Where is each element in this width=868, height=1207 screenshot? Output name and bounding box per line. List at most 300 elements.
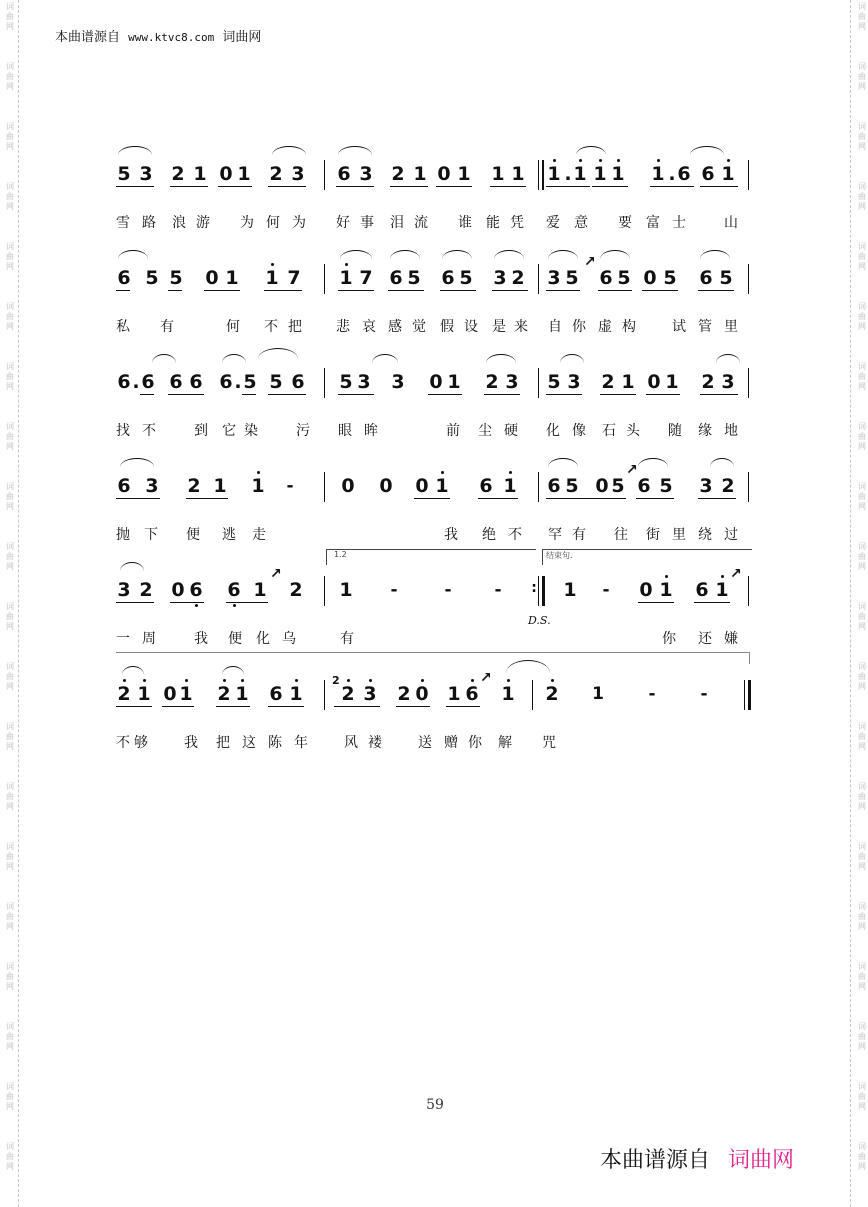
note: 3 <box>357 371 371 393</box>
note: 1 <box>413 163 427 185</box>
note: 6 <box>189 371 203 393</box>
slur <box>560 354 584 363</box>
note: 5 <box>565 267 579 289</box>
beam-underline <box>268 706 304 707</box>
watermark-text: 词 曲 网 <box>6 422 14 451</box>
barline <box>538 264 539 294</box>
note: 1 <box>434 476 450 496</box>
note: 6 <box>141 371 155 393</box>
repeat-dots: : <box>531 580 537 596</box>
barline <box>324 368 325 398</box>
breath-mark-icon: ↗ <box>584 254 596 270</box>
beam-underline <box>216 706 250 707</box>
slur <box>120 562 144 571</box>
barline <box>538 160 539 190</box>
note: 1 <box>253 579 267 601</box>
note: 6 <box>637 475 651 497</box>
note: 6 <box>226 580 242 600</box>
note: 6 <box>389 267 403 289</box>
beam-underline <box>546 186 590 187</box>
note: - <box>648 684 656 704</box>
beam-underline <box>698 498 736 499</box>
note: 0 <box>205 267 219 289</box>
slur <box>548 458 578 467</box>
note: 6 <box>547 475 561 497</box>
score-system-6 <box>116 672 750 716</box>
beam-underline <box>478 498 518 499</box>
slur <box>390 250 420 259</box>
note: 6 <box>188 580 204 600</box>
slur <box>548 250 578 259</box>
note: 1 <box>225 267 239 289</box>
footer-brand <box>600 1143 794 1174</box>
note: 1 <box>491 163 505 185</box>
slur <box>152 354 176 363</box>
volta-bracket-2 <box>542 549 752 550</box>
watermark-text: 词 曲 网 <box>858 62 866 91</box>
note: 1 <box>288 684 304 704</box>
watermark-text: 词 曲 网 <box>6 602 14 631</box>
note: 0 <box>639 579 653 601</box>
note: 1 <box>234 684 250 704</box>
watermark-text: 词 曲 网 <box>6 1082 14 1111</box>
slur <box>600 250 630 259</box>
watermark-text: 词 曲 网 <box>858 902 866 931</box>
volta-bracket-1 <box>326 549 536 550</box>
beam-underline <box>388 290 424 291</box>
note: 6 <box>219 371 233 393</box>
volta-bracket-2-left <box>542 549 543 565</box>
beam-underline <box>162 706 194 707</box>
slur <box>710 458 734 467</box>
note: 1 <box>264 268 280 288</box>
note: 1 <box>447 371 461 393</box>
note: 5 <box>459 267 473 289</box>
note: 6 <box>677 163 691 185</box>
note: 2 <box>289 579 303 601</box>
beam-underline <box>646 394 680 395</box>
beam-underline <box>546 290 580 291</box>
note: 3 <box>145 475 159 497</box>
watermark-text: 词 曲 网 <box>858 242 866 271</box>
note: - <box>286 476 294 496</box>
beam-underline <box>338 290 374 291</box>
note: 0 <box>171 579 185 601</box>
beam-underline <box>490 186 526 187</box>
beam-underline <box>698 290 734 291</box>
note: 2 <box>391 163 405 185</box>
note: - <box>602 580 610 600</box>
watermark-text: 词 曲 网 <box>6 782 14 811</box>
note: 5 <box>243 371 257 393</box>
note: 5 <box>663 267 677 289</box>
slur <box>120 458 154 467</box>
slur <box>494 250 524 259</box>
note: 5 <box>117 163 131 185</box>
beam-underline <box>436 186 472 187</box>
note: 3 <box>547 267 561 289</box>
beam-underline <box>268 394 306 395</box>
footer-brand-site[interactable]: 词曲网 <box>728 1148 795 1173</box>
beam-underline <box>226 602 268 603</box>
note: 0 <box>414 684 430 704</box>
barline <box>324 472 325 502</box>
note: . <box>668 163 676 185</box>
barline <box>324 160 325 190</box>
watermark-text: 词 曲 网 <box>858 362 866 391</box>
beam-underline <box>170 602 204 603</box>
note: 1 <box>714 580 730 600</box>
watermark-text: 词 曲 网 <box>6 662 14 691</box>
note: . <box>132 371 140 393</box>
note: 6 <box>464 684 480 704</box>
footer-brand-prefix: 本曲谱源自 <box>600 1148 711 1173</box>
barline <box>324 576 325 606</box>
slur <box>118 146 152 155</box>
note: 3 <box>493 267 507 289</box>
note: 6 <box>291 371 305 393</box>
right-watermark-strip <box>848 0 868 1207</box>
barline <box>748 160 749 190</box>
left-watermark-strip <box>0 0 20 1207</box>
note: 1 <box>563 579 577 601</box>
barline <box>748 472 749 502</box>
note: 1 <box>650 164 666 184</box>
volta-2-label: 结束句. <box>546 551 573 560</box>
note: 2 <box>216 684 232 704</box>
barline <box>748 576 749 606</box>
note: 2 <box>601 371 615 393</box>
barline <box>748 264 749 294</box>
note: 7 <box>359 267 373 289</box>
slur <box>122 666 144 675</box>
note: 0 <box>219 163 233 185</box>
note: 5 <box>617 267 631 289</box>
note: 6 <box>169 371 183 393</box>
coda-bracket <box>116 652 750 653</box>
note: 2 <box>269 163 283 185</box>
beam-underline <box>396 706 430 707</box>
note: 0 <box>643 267 657 289</box>
note: 5 <box>659 475 673 497</box>
note: 3 <box>117 579 131 601</box>
slur <box>222 354 246 363</box>
beam-underline <box>428 394 462 395</box>
note: - <box>700 684 708 704</box>
watermark-text: 词 曲 网 <box>6 722 14 751</box>
beam-underline <box>116 290 130 291</box>
score-system-4 <box>116 464 750 508</box>
note: 1 <box>572 164 588 184</box>
breath-mark-icon: ↗ <box>480 670 492 686</box>
watermark-text: 词 曲 网 <box>6 302 14 331</box>
note: 5 <box>611 475 625 497</box>
source-url[interactable]: www.ktvc8.com <box>128 31 215 44</box>
beam-underline <box>334 706 380 707</box>
beam-underline <box>168 290 182 291</box>
note: 5 <box>407 267 421 289</box>
watermark-text: 词 曲 网 <box>858 962 866 991</box>
watermark-text: 词 曲 网 <box>858 122 866 151</box>
note: 1 <box>621 371 635 393</box>
slur <box>638 458 668 467</box>
note: 6 <box>695 579 709 601</box>
beam-underline <box>484 394 520 395</box>
note: 1 <box>136 684 152 704</box>
note: 5 <box>145 267 159 289</box>
watermark-text: 词 曲 网 <box>858 842 866 871</box>
volta-bracket-1-left <box>326 549 327 565</box>
note: 6 <box>441 267 455 289</box>
note: 3 <box>291 163 305 185</box>
note: 1 <box>592 164 608 184</box>
note: 5 <box>547 371 561 393</box>
beam-underline <box>170 186 208 187</box>
barline <box>532 680 533 710</box>
note: 2 <box>116 684 132 704</box>
watermark-text: 词 曲 网 <box>858 722 866 751</box>
barline <box>538 472 539 502</box>
barline <box>542 160 544 190</box>
note: 1 <box>720 164 736 184</box>
slur <box>690 146 724 155</box>
slur <box>272 146 306 155</box>
beam-underline <box>694 602 730 603</box>
score-system-3 <box>116 360 750 404</box>
note: 3 <box>699 475 713 497</box>
beam-underline <box>440 290 476 291</box>
beam-underline <box>600 394 636 395</box>
watermark-text: 词 曲 网 <box>858 662 866 691</box>
watermark-text: 词 曲 网 <box>858 422 866 451</box>
note: 6 <box>701 163 715 185</box>
beam-underline <box>446 706 480 707</box>
beam-underline <box>218 186 252 187</box>
grace-note: 2 <box>332 674 340 687</box>
beam-underline <box>336 186 374 187</box>
slur <box>442 250 472 259</box>
note: 1 <box>500 684 516 704</box>
note: 2 <box>187 475 201 497</box>
barline <box>542 576 545 606</box>
note: 5 <box>339 371 353 393</box>
note: - <box>390 580 398 600</box>
beam-underline <box>598 290 632 291</box>
breath-mark-icon: ↗ <box>730 566 742 582</box>
note: 3 <box>139 163 153 185</box>
beam-underline <box>140 394 154 395</box>
page-number: 59 <box>426 1097 444 1113</box>
watermark-text: 词 曲 网 <box>858 1142 866 1171</box>
slur <box>700 250 730 259</box>
score-system-2 <box>116 256 750 300</box>
beam-underline <box>642 290 678 291</box>
note: 1 <box>658 580 674 600</box>
beam-underline <box>268 186 306 187</box>
note: 1 <box>502 476 518 496</box>
beam-underline <box>116 498 160 499</box>
final-barline-thick <box>748 680 751 710</box>
note: 3 <box>721 371 735 393</box>
note: 3 <box>567 371 581 393</box>
beam-underline <box>636 498 674 499</box>
beam-underline <box>116 186 154 187</box>
note: 5 <box>269 371 283 393</box>
watermark-text: 词 曲 网 <box>858 1082 866 1111</box>
note: 1 <box>339 579 353 601</box>
watermark-text: 词 曲 网 <box>6 182 14 211</box>
note: 0 <box>429 371 443 393</box>
beam-underline <box>592 186 628 187</box>
beam-underline <box>414 498 450 499</box>
score-system-5 <box>116 566 750 627</box>
note: 3 <box>359 163 373 185</box>
note: 1 <box>447 683 461 705</box>
beam-underline <box>390 186 428 187</box>
note: 0 <box>163 683 177 705</box>
slur <box>118 250 148 259</box>
score-system-1 <box>116 152 750 196</box>
note: 6 <box>699 267 713 289</box>
watermark-text: 词 曲 网 <box>6 1142 14 1171</box>
note: 7 <box>287 267 301 289</box>
watermark-text: 词 曲 网 <box>858 602 866 631</box>
watermark-text: 词 曲 网 <box>858 302 866 331</box>
note: 1 <box>250 476 266 496</box>
note: 1 <box>665 371 679 393</box>
watermark-text: 词 曲 网 <box>6 362 14 391</box>
note: 6 <box>117 475 131 497</box>
beam-underline <box>700 394 738 395</box>
note: - <box>494 580 502 600</box>
watermark-text: 词 曲 网 <box>6 242 14 271</box>
breath-mark-icon: ↗ <box>626 462 638 478</box>
note: 6 <box>117 371 131 393</box>
beam-underline <box>204 290 240 291</box>
note: - <box>444 580 452 600</box>
beam-underline <box>700 186 738 187</box>
note: 5 <box>565 475 579 497</box>
barline <box>324 264 325 294</box>
beam-underline <box>264 290 302 291</box>
watermark-text: 词 曲 网 <box>858 782 866 811</box>
beam-underline <box>650 186 694 187</box>
note: 3 <box>391 371 405 393</box>
watermark-text: 词 曲 网 <box>858 182 866 211</box>
watermark-text: 词 曲 网 <box>858 2 866 31</box>
watermark-text: 词 曲 网 <box>6 2 14 31</box>
note: 6 <box>599 267 613 289</box>
note: 6 <box>337 163 351 185</box>
note: . <box>234 371 242 393</box>
watermark-text: 词 曲 网 <box>6 842 14 871</box>
watermark-text: 词 曲 网 <box>6 62 14 91</box>
note: 1 <box>457 163 471 185</box>
barline <box>324 680 325 710</box>
note: 1 <box>592 684 604 704</box>
note: 3 <box>505 371 519 393</box>
watermark-text: 词 曲 网 <box>858 542 866 571</box>
watermark-text: 词 曲 网 <box>6 122 14 151</box>
coda-bracket-right <box>749 652 750 664</box>
note: 2 <box>721 475 735 497</box>
note: 6 <box>479 475 493 497</box>
note: 2 <box>511 267 525 289</box>
dal-segno-label: D.S. <box>528 614 551 627</box>
barline <box>538 576 539 606</box>
barline <box>538 368 539 398</box>
slur <box>716 354 740 363</box>
note: 2 <box>544 684 560 704</box>
source-site: 词曲网 <box>222 30 262 45</box>
note: 1 <box>237 163 251 185</box>
note: 2 <box>171 163 185 185</box>
source-header <box>55 26 261 45</box>
note: 2 <box>397 683 411 705</box>
watermark-text: 词 曲 网 <box>6 482 14 511</box>
slur <box>576 146 606 155</box>
slur <box>506 660 550 673</box>
watermark-text: 词 曲 网 <box>858 1022 866 1051</box>
note: 6 <box>269 683 283 705</box>
barline <box>748 368 749 398</box>
slur <box>258 348 298 359</box>
beam-underline <box>168 394 204 395</box>
note: 2 <box>139 579 153 601</box>
note: 1 <box>193 163 207 185</box>
note: 0 <box>595 475 609 497</box>
watermark-text: 词 曲 网 <box>6 902 14 931</box>
note: . <box>564 163 572 185</box>
beam-underline <box>492 290 528 291</box>
slur <box>222 666 244 675</box>
beam-underline <box>116 602 154 603</box>
watermark-text: 词 曲 网 <box>858 482 866 511</box>
note: 1 <box>610 164 626 184</box>
note: 1 <box>511 163 525 185</box>
note: 1 <box>213 475 227 497</box>
source-prefix: 本曲谱源自 <box>55 30 121 45</box>
note: 1 <box>546 164 562 184</box>
note: 6 <box>117 267 131 289</box>
final-barline <box>744 680 745 710</box>
note: 0 <box>647 371 661 393</box>
beam-underline <box>546 498 626 499</box>
watermark-text: 词 曲 网 <box>6 1022 14 1051</box>
note: 0 <box>379 475 393 497</box>
note: 1 <box>178 684 194 704</box>
slur <box>340 250 372 259</box>
beam-underline <box>186 498 228 499</box>
beam-underline <box>242 394 256 395</box>
breath-mark-icon: ↗ <box>270 566 282 582</box>
volta-1-label: 1.2 <box>334 550 347 559</box>
note: 1 <box>338 268 354 288</box>
watermark-text: 词 曲 网 <box>6 962 14 991</box>
beam-underline <box>638 602 674 603</box>
note: 0 <box>341 475 355 497</box>
note: 2 <box>340 684 356 704</box>
note: 3 <box>362 684 378 704</box>
slur <box>486 354 516 363</box>
beam-underline <box>338 394 374 395</box>
note: 0 <box>415 475 429 497</box>
watermark-text: 词 曲 网 <box>6 542 14 571</box>
note: 5 <box>169 267 183 289</box>
beam-underline <box>546 394 582 395</box>
note: 2 <box>701 371 715 393</box>
slur <box>372 354 398 363</box>
